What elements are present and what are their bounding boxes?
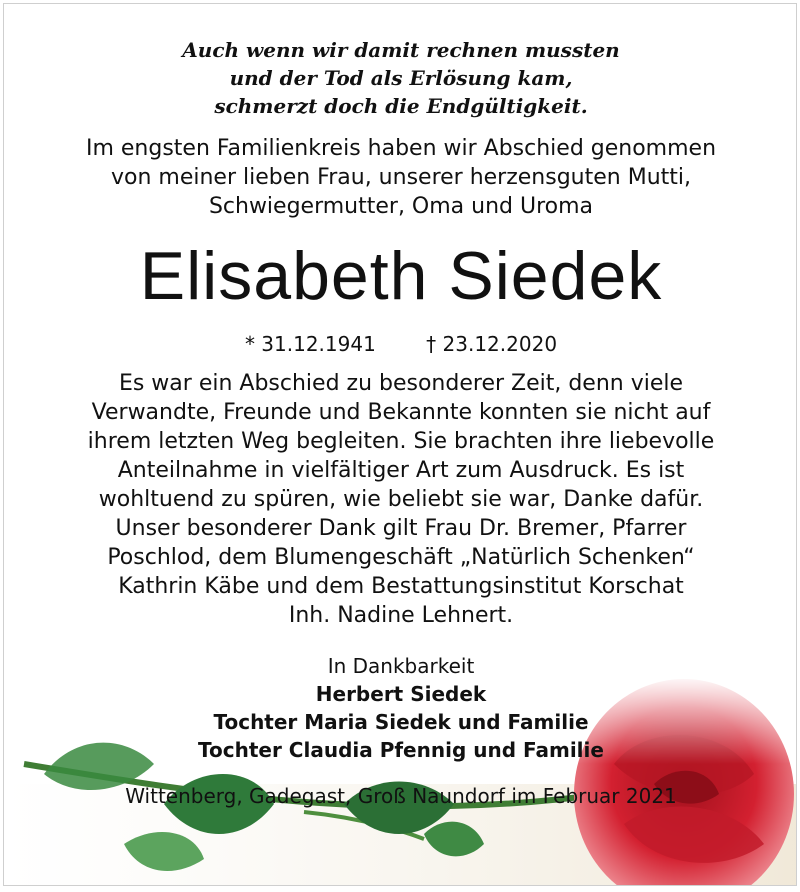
motto: [4, 36, 797, 120]
motto-line: Auch wenn wir damit rechnen mussten: [182, 38, 620, 62]
obituary-content: [4, 4, 797, 810]
thanks-text: [4, 369, 797, 630]
body-line: Poschlod, dem Blumengeschäft „Natürlich Schenken“: [107, 545, 695, 570]
intro-line: von meiner lieben Frau, unserer herzensguten Mutti,: [110, 165, 692, 190]
signer-name: Tochter Maria Siedek und Familie: [213, 710, 589, 734]
body-line: Inh. Nadine Lehnert.: [288, 603, 514, 628]
signers: [4, 680, 797, 764]
obituary-card: [3, 3, 797, 886]
signoff: In Dankbarkeit: [327, 654, 475, 678]
life-dates: [4, 331, 797, 357]
body-line: ihrem letzten Weg begleiten. Sie brachten ihre liebevolle: [87, 429, 715, 454]
body-line: Unser besonderer Dank gilt Frau Dr. Bremer, Pfarrer: [115, 516, 687, 541]
signer-name: Tochter Claudia Pfennig und Familie: [198, 738, 604, 762]
body-line: Kathrin Käbe und dem Bestattungsinstitut Korschat: [118, 574, 684, 599]
intro-line: Im engsten Familienkreis haben wir Abschied genommen: [85, 136, 717, 161]
motto-line: schmerzt doch die Endgültigkeit.: [214, 94, 588, 118]
body-line: Es war ein Abschied zu besonderer Zeit, denn viele: [118, 371, 684, 396]
death-date: † 23.12.2020: [426, 332, 558, 356]
intro-text: [4, 134, 797, 221]
motto-line: und der Tod als Erlösung kam,: [229, 66, 573, 90]
intro-line: Schwiegermutter, Oma und Uroma: [208, 194, 594, 219]
body-line: Anteilnahme in vielfältiger Art zum Ausdruck. Es ist: [117, 458, 685, 483]
deceased-name: Elisabeth Siedek: [139, 238, 663, 314]
birth-date: * 31.12.1941: [244, 332, 376, 356]
body-line: Verwandte, Freunde und Bekannte konnten sie nicht auf: [91, 400, 711, 425]
place-and-date: Wittenberg, Gadegast, Groß Naundorf im Februar 2021: [125, 784, 677, 808]
body-line: wohltuend zu spüren, wie beliebt sie war, Danke dafür.: [98, 487, 704, 512]
signer-name: Herbert Siedek: [315, 682, 487, 706]
